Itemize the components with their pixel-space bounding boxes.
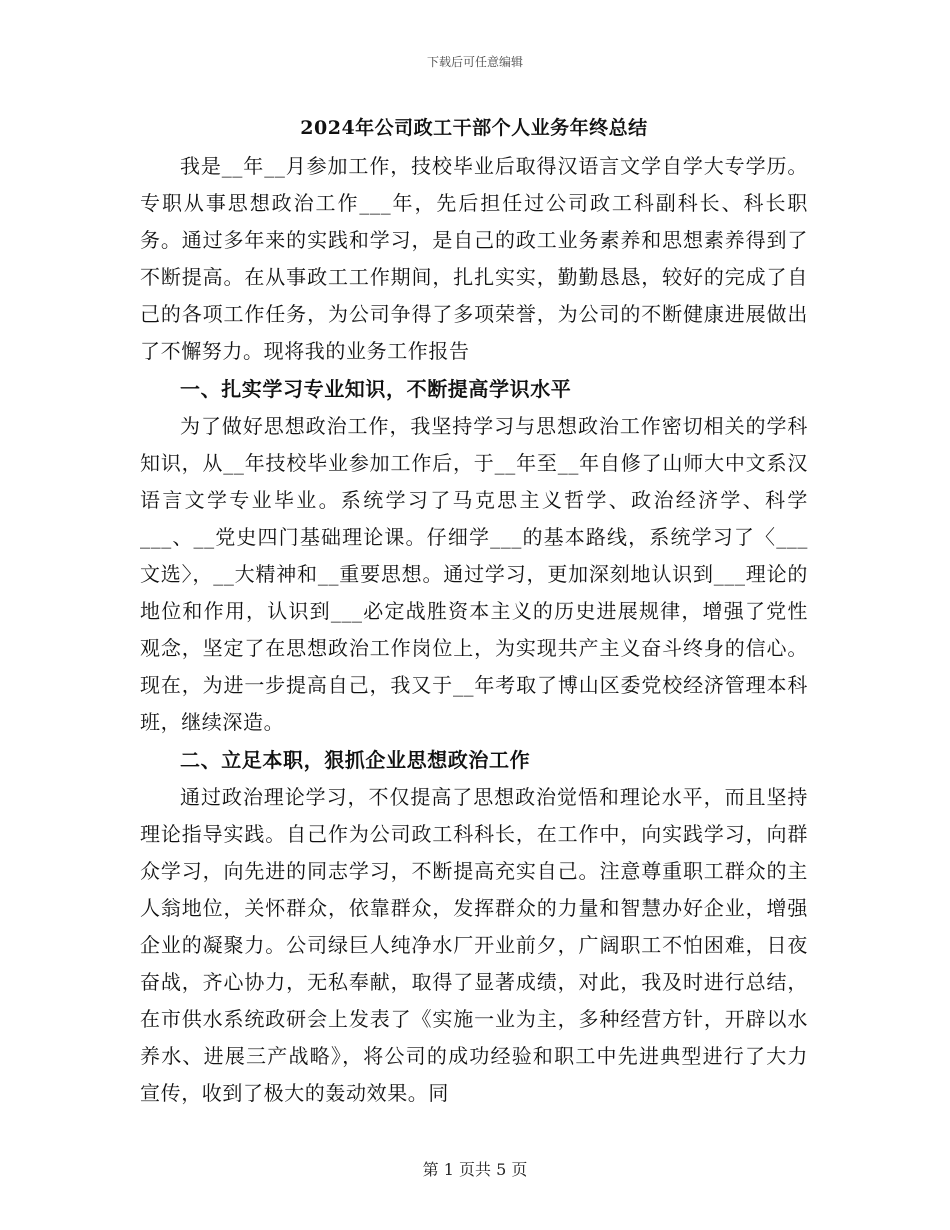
section-heading-1: 一、扎实学习专业知识，不断提高学识水平	[180, 377, 572, 401]
page-footer: 第 1 页共 5 页	[422, 1160, 528, 1179]
header-note: 下载后可任意编辑	[426, 55, 523, 69]
paragraph-work: 通过政治理论学习，不仅提高了思想政治觉悟和理论水平，而且坚持理论指导实践。自己作为公司政工科科长，在工作中，向实践学习，向群众学习，向先进的同志学习，不断提高充实自己。注意尊重职工群众的主人翁地位，关怀群众，依靠群众，发挥群众的力量和智慧办好企业，增强企业的凝聚力。公司绿巨人纯净水厂开业前夕，广阔职工不怕困难，日夜奋战，齐心协力，无私奉献，取得了显著成绩，对此，我及时进行总结，在市供水系统政研会上发表了《实施一业为主，多种经营方针，开辟以水养水、进展三产战略》，将公司的成功经验和职工中先进典型进行了大力宣传，收到了极大的轰动效果。同	[140, 785, 808, 1105]
paragraph-intro: 我是__年__月参加工作，技校毕业后取得汉语言文学自学大专学历。专职从事思想政治工作___年，先后担任过公司政工科副科长、科长职务。通过多年来的实践和学习，是自己的政工业务素养和思想素养得到了不断提高。在从事政工工作期间，扎扎实实，勤勤恳恳，较好的完成了自己的各项工作任务，为公司争得了多项荣誉，为公司的不断健康进展做出了不懈努力。现将我的业务工作报告	[140, 154, 808, 363]
document-title: 2024年公司政工干部个人业务年终总结	[300, 117, 648, 139]
document-body	[140, 114, 808, 1112]
section-heading-2: 二、立足本职，狠抓企业思想政治工作	[180, 748, 531, 772]
paragraph-study: 为了做好思想政治工作，我坚持学习与思想政治工作密切相关的学科知识，从__年技校毕业参加工作后，于__年至__年自修了山师大中文系汉语言文学专业毕业。系统学习了马克思主义哲学、政治经济学、科学___、__党史四门基础理论课。仔细学___的基本路线，系统学习了〈___文选〉，__大精神和__重要思想。通过学习，更加深刻地认识到___理论的地位和作用，认识到___必定战胜资本主义的历史进展规律，增强了党性观念，坚定了在思想政治工作岗位上，为实现共产主义奋斗终身的信心。现在，为进一步提高自己，我又于__年考取了博山区委党校经济管理本科班，继续深造。	[140, 414, 808, 734]
